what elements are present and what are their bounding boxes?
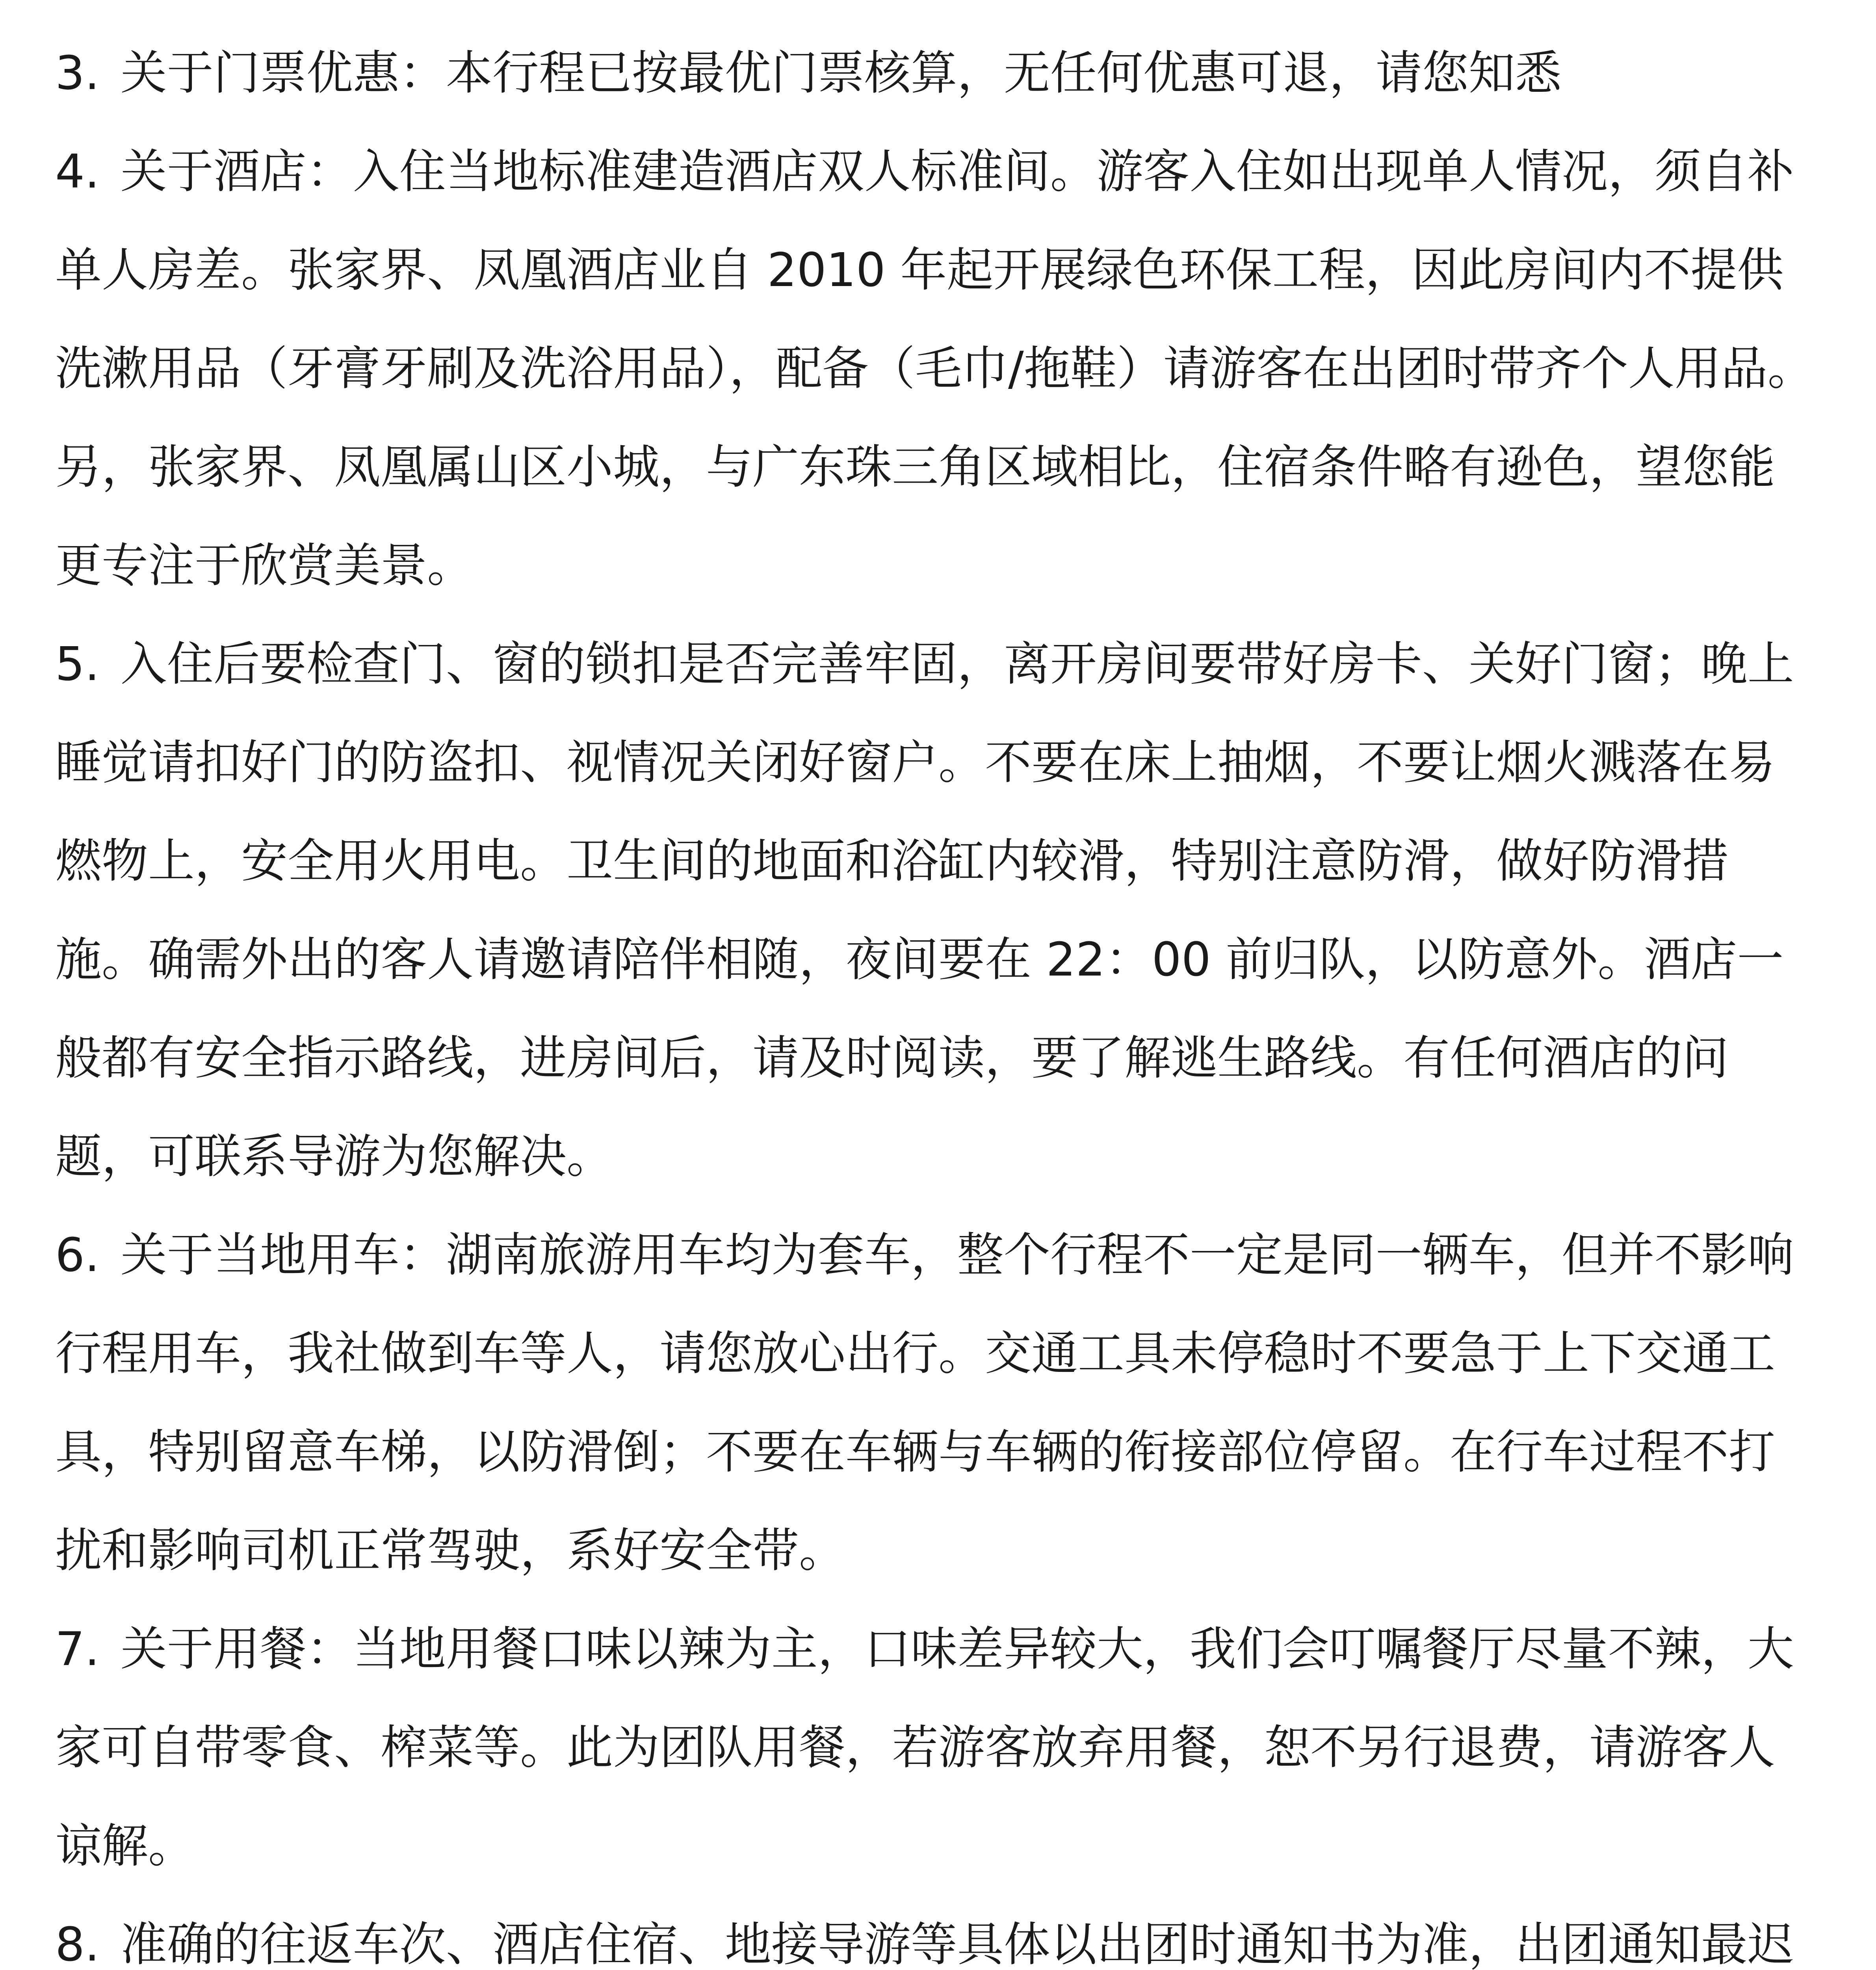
note-item-5 xyxy=(55,615,1821,1206)
note-item-4 xyxy=(55,122,1821,615)
note-item-7 xyxy=(55,1600,1821,1895)
note-number: 6. xyxy=(55,1228,100,1282)
note-text: 入住后要检查门、窗的锁扣是否完善牢固，离开房间要带好房卡、关好门窗；晚上睡觉请扣好门的防盗扣、视情况关闭好窗户。不要在床上抽烟，不要让烟火溅落在易燃物上，安全用火用电。卫生间的地面和浴缸内较滑，特别注意防滑，做好防滑措施。确需外出的客人请邀请陪伴相随，夜间要在 22：00 前归队，以防意外。酒店一般都有安全指示路线，进房间后，请及时阅读，要了解逃生路线。有任何酒店的问题，可联系导游为您解决。 xyxy=(55,637,1794,1184)
note-item-6 xyxy=(55,1206,1821,1600)
note-number: 5. xyxy=(55,637,100,691)
note-number: 3. xyxy=(55,46,100,100)
note-text: 关于酒店：入住当地标准建造酒店双人标准间。游客入住如出现单人情况，须自补单人房差。张家界、凤凰酒店业自 2010 年起开展绿色环保工程，因此房间内不提供洗漱用品（牙膏牙刷及洗浴用品），配备（毛巾/拖鞋）请游客在出团时带齐个人用品。另，张家界、凤凰属山区小城，与广东珠三角区域相比，住宿条件略有逊色，望您能更专注于欣赏美景。 xyxy=(55,144,1814,593)
note-number: 7. xyxy=(55,1622,100,1676)
note-number: 8. xyxy=(55,1917,100,1970)
note-text: 关于当地用车：湖南旅游用车均为套车，整个行程不一定是同一辆车，但并不影响行程用车，我社做到车等人，请您放心出行。交通工具未停稳时不要急于上下交通工具，特别留意车梯，以防滑倒；不要在车辆与车辆的衔接部位停留。在行车过程不打扰和影响司机正常驾驶，系好安全带。 xyxy=(55,1228,1794,1578)
note-text: 关于用餐：当地用餐口味以辣为主，口味差异较大，我们会叮嘱餐厅尽量不辣，大家可自带零食、榨菜等。此为团队用餐，若游客放弃用餐，恕不另行退费，请游客人谅解。 xyxy=(55,1622,1794,1873)
note-item-3 xyxy=(55,24,1821,122)
travel-notes-list xyxy=(55,24,1821,1970)
note-text: 关于门票优惠：本行程已按最优门票核算，无任何优惠可退，请您知悉 xyxy=(120,46,1562,100)
note-text: 准确的往返车次、酒店住宿、地接导游等具体以出团时通知书为准，出团通知最迟 xyxy=(120,1917,1794,1970)
note-number: 4. xyxy=(55,144,100,199)
note-item-8 xyxy=(55,1895,1821,1970)
